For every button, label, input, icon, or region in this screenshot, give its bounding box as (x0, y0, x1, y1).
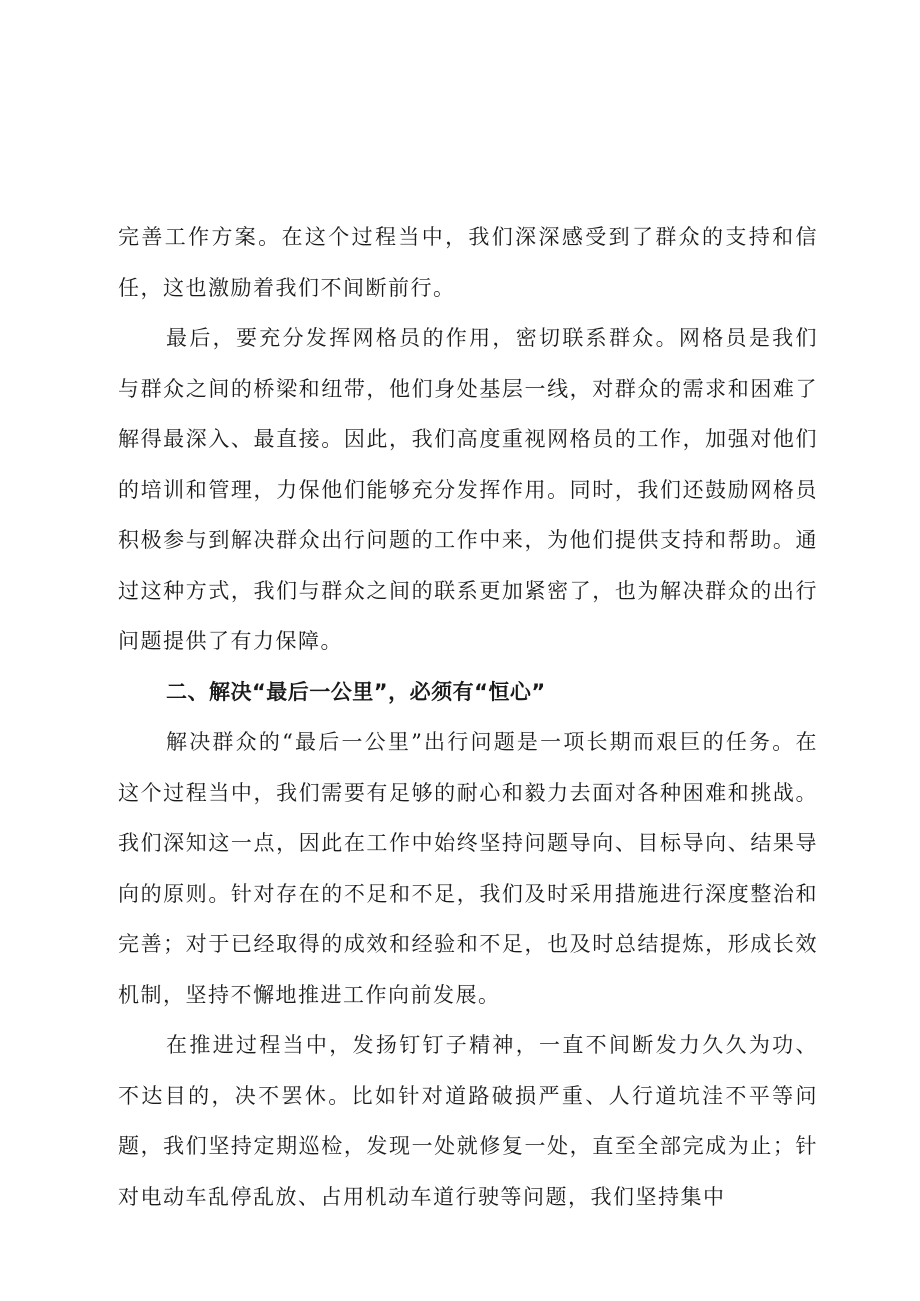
paragraph-last-mile: 解决群众的“最后一公里”出行问题是一项长期而艰巨的任务。在这个过程当中，我们需要有足够的耐心和毅力去面对各种困难和挑战。我们深知这一点，因此在工作中始终坚持问题导向、目标导向、结果导向的原则。针对存在的不足和不足，我们及时采用措施进行深度整治和完善；对于已经取得的成效和经验和不足，也及时总结提炼，形成长效机制，坚持不懈地推进工作向前发展。 (118, 730, 818, 1007)
paragraph-gridworkers: 最后，要充分发挥网格员的作用，密切联系群众。网格员是我们与群众之间的桥梁和纽带，他们身处基层一线，对群众的需求和困难了解得最深入、最直接。因此，我们高度重视网格员的工作，加强对他们的培训和管理，力保他们能够充分发挥作用。同时，我们还鼓励网格员积极参与到解决群众出行问题的工作中来，为他们提供支持和帮助。通过这种方式，我们与群众之间的联系更加紧密了，也为解决群众的出行问题提供了有力保障。 (118, 326, 818, 653)
paragraph-persistence: 在推进过程当中，发扬钉钉子精神，一直不间断发力久久为功、不达目的，决不罢休。比如针对道路破损严重、人行道坑洼不平等问题，我们坚持定期巡检，发现一处就修复一处，直至全部完成为止；针对电动车乱停乱放、占用机动车道行驶等问题，我们坚持集中 (118, 1033, 818, 1209)
section-heading: 二、解决“最后一公里”，必须有“恒心” (166, 679, 546, 704)
document-body (118, 212, 818, 1222)
paragraph-continuation: 完善工作方案。在这个过程当中，我们深深感受到了群众的支持和信任，这也激励着我们不间断前行。 (118, 225, 818, 300)
